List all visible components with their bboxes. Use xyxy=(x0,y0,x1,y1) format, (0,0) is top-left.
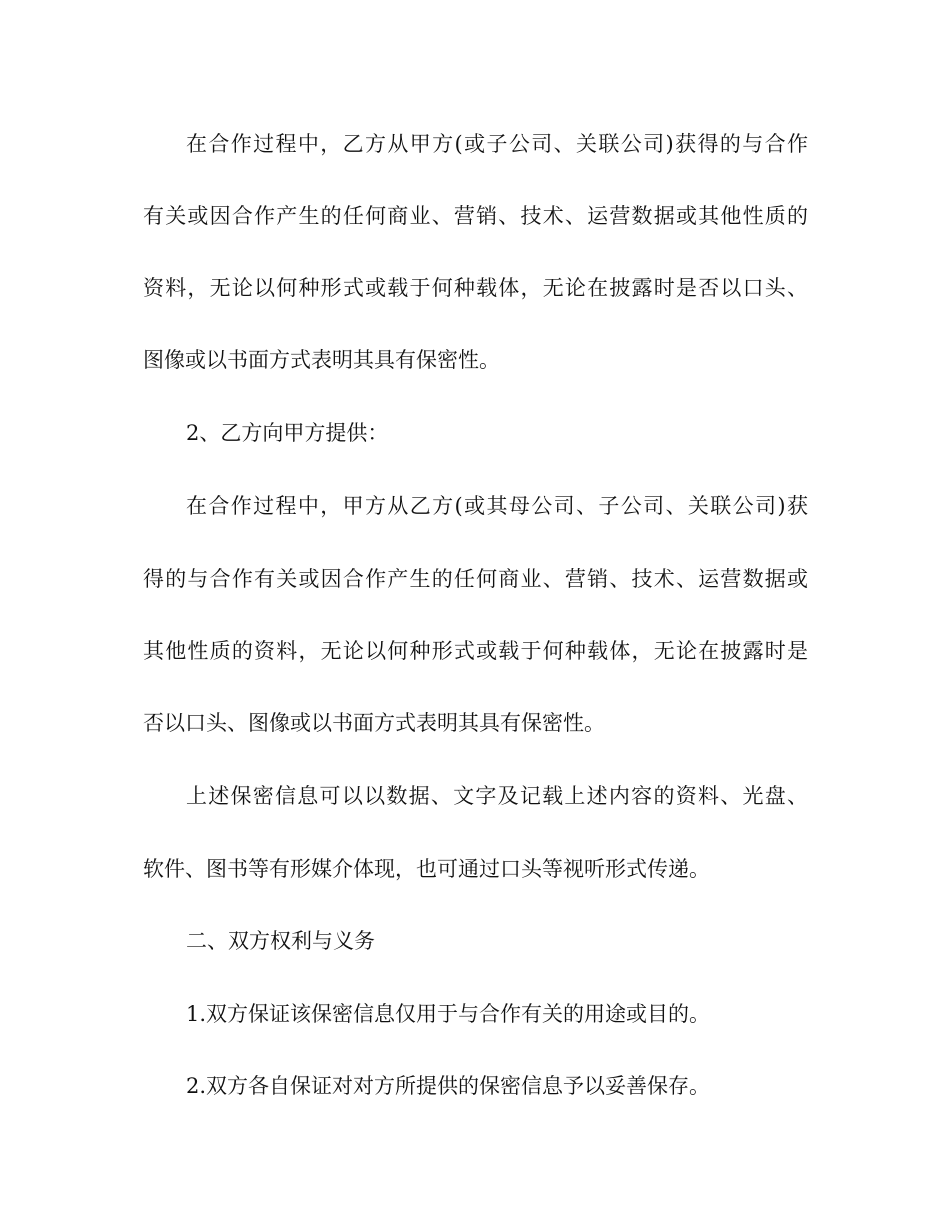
paragraph-line: 其他性质的资料，无论以何种形式或载于何种载体，无论在披露时是 xyxy=(143,639,808,663)
paragraph-line: 上述保密信息可以以数据、文字及记载上述内容的资料、光盘、 xyxy=(186,784,808,808)
paragraph-line: 在合作过程中，甲方从乙方(或其母公司、子公司、关联公司)获 xyxy=(186,494,808,518)
list-item: 1.双方保证该保密信息仅用于与合作有关的用途或目的。 xyxy=(186,1002,711,1026)
paragraph-line: 图像或以书面方式表明其具有保密性。 xyxy=(143,348,500,372)
paragraph-line: 有关或因合作产生的任何商业、营销、技术、运营数据或其他性质的 xyxy=(143,204,808,228)
paragraph-line: 软件、图书等有形媒介体现，也可通过口头等视听形式传递。 xyxy=(143,857,710,881)
list-item: 2.双方各自保证对对方所提供的保密信息予以妥善保存。 xyxy=(186,1074,711,1098)
section-heading: 二、双方权利与义务 xyxy=(186,929,375,953)
paragraph-line: 资料，无论以何种形式或载于何种载体，无论在披露时是否以口头、 xyxy=(143,276,808,300)
paragraph-line: 得的与合作有关或因合作产生的任何商业、营销、技术、运营数据或 xyxy=(143,567,808,591)
paragraph-line: 否以口头、图像或以书面方式表明其具有保密性。 xyxy=(143,711,605,735)
paragraph-line: 在合作过程中，乙方从甲方(或子公司、关联公司)获得的与合作 xyxy=(186,132,808,156)
section-item-heading: 2、乙方向甲方提供： xyxy=(186,421,389,445)
